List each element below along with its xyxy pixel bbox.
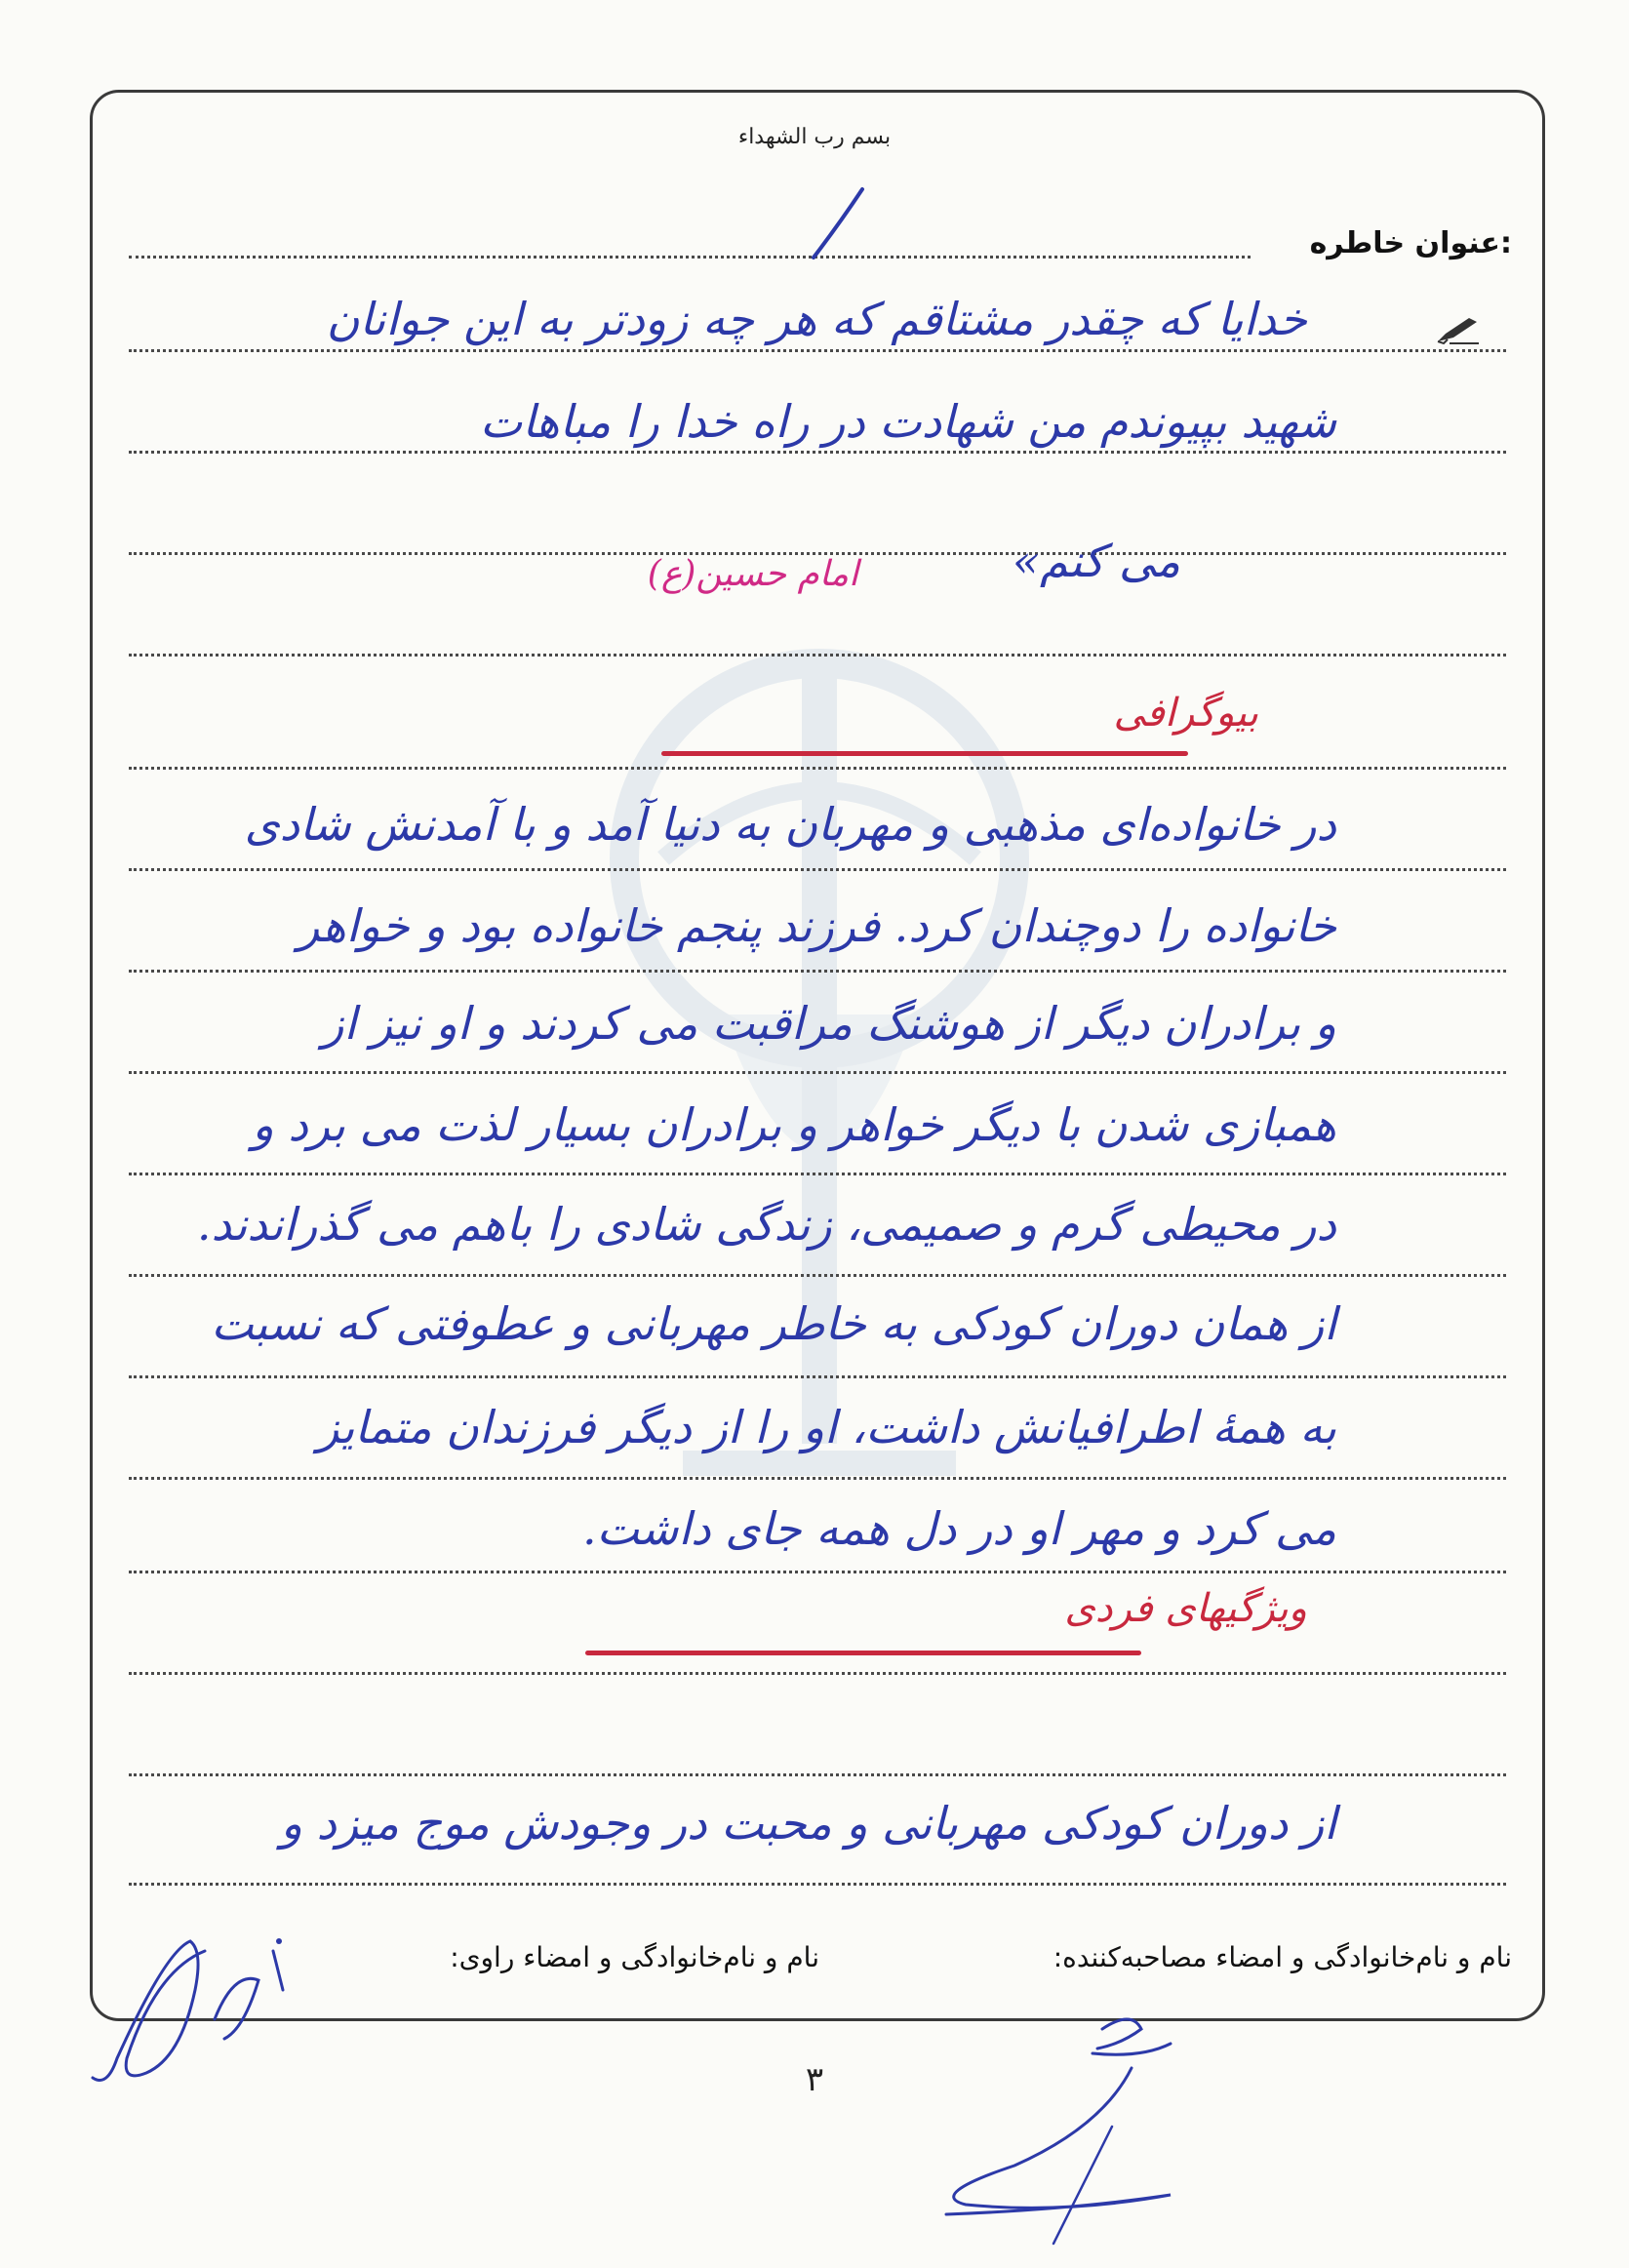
ruled-line bbox=[129, 970, 1506, 973]
biography-line: از همان دوران کودکی به خاطر مهربانی و عطوفتی که نسبت bbox=[211, 1297, 1336, 1350]
heading-underline bbox=[661, 751, 1188, 756]
biography-line: خانواده را دوچندان کرد. فرزند پنجم خانواده بود و خواهر bbox=[298, 899, 1336, 952]
narrator-signature-label: نام و نام‌خانوادگی و امضاء راوی: bbox=[450, 1941, 819, 1973]
memory-line-1: خدایا که چقدر مشتاقم که هر چه زودتر به این جوانان bbox=[326, 293, 1307, 345]
page-number: ۳ bbox=[805, 2060, 824, 2099]
quote-source: امام حسین(ع) bbox=[647, 554, 858, 594]
tick-mark-icon bbox=[810, 185, 868, 263]
memory-line-3: می کنم» bbox=[1012, 535, 1180, 587]
biography-line: به همهٔ اطرافیانش داشت، او را از دیگر فرزندان متمایز bbox=[317, 1401, 1336, 1453]
interviewer-signature-label: نام و نام‌خانوادگی و امضاء مصاحبه‌کننده: bbox=[1053, 1941, 1512, 1973]
ruled-line bbox=[129, 767, 1506, 770]
traits-line: از دوران کودکی مهربانی و محبت در وجودش موج میزد و bbox=[280, 1797, 1336, 1850]
biography-line: در محیطی گرم و صمیمی، زندگی شادی را باهم می گذراندند. bbox=[196, 1198, 1336, 1251]
ruled-line bbox=[129, 1173, 1506, 1175]
ruled-line bbox=[129, 1071, 1506, 1074]
ruled-line bbox=[129, 1773, 1506, 1776]
narrator-signature bbox=[88, 1912, 312, 2097]
ruled-line bbox=[129, 868, 1506, 871]
ruled-line bbox=[129, 1883, 1506, 1886]
ruled-line bbox=[129, 1571, 1506, 1573]
ruled-line bbox=[129, 1477, 1506, 1480]
ruled-line bbox=[129, 256, 1251, 259]
ruled-line bbox=[129, 349, 1506, 352]
interviewer-signature bbox=[907, 2009, 1239, 2253]
biography-line: همبازی شدن با دیگر خواهر و برادران بسیار لذت می برد و bbox=[252, 1098, 1336, 1151]
ruled-line bbox=[129, 654, 1506, 657]
heading-underline bbox=[585, 1651, 1141, 1655]
page-header: بسم رب الشهداء bbox=[737, 125, 892, 149]
ruled-line bbox=[129, 1375, 1506, 1378]
pen-icon bbox=[1436, 314, 1481, 345]
ruled-line bbox=[129, 1274, 1506, 1277]
memory-title-label: عنوان خاطره: bbox=[1309, 226, 1512, 260]
biography-line: در خانواده‌ای مذهبی و مهربان به دنیا آمد و با آمدنش شادی bbox=[244, 798, 1336, 851]
memory-line-2: شهید بپیوندم من شهادت در راه خدا را مباهات bbox=[480, 395, 1336, 448]
biography-line: و برادران دیگر از هوشنگ مراقبت می کردند و او نیز از bbox=[322, 997, 1336, 1050]
ruled-line bbox=[129, 451, 1506, 454]
traits-heading: ویژگیهای فردی bbox=[1064, 1586, 1307, 1631]
biography-line: می کرد و مهر او در دل همه جای داشت. bbox=[582, 1502, 1336, 1555]
ruled-line bbox=[129, 1672, 1506, 1675]
biography-heading: بیوگرافی bbox=[1113, 691, 1258, 736]
